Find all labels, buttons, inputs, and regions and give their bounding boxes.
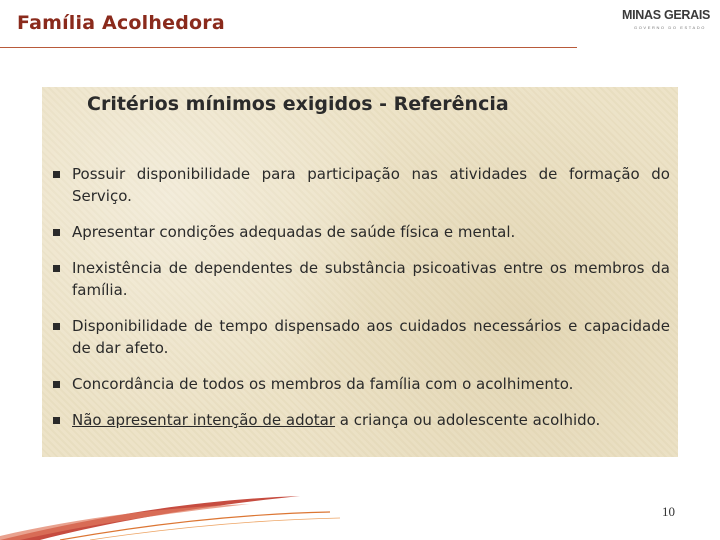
criterion-text: Possuir disponibilidade para participação nas atividades de formação do Serviço.	[72, 165, 670, 205]
bullet-square-icon	[53, 323, 60, 330]
bullet-square-icon	[53, 417, 60, 424]
page-title: Família Acolhedora	[17, 12, 225, 34]
page-number: 10	[662, 504, 675, 519]
decorative-swoosh	[0, 478, 720, 540]
list-item	[50, 163, 670, 207]
bullet-square-icon	[53, 229, 60, 236]
list-item	[50, 373, 670, 395]
criterion-underlined-text: Não apresentar intenção de adotar	[72, 411, 336, 429]
panel-title: Critérios mínimos exigidos - Referência	[87, 93, 509, 115]
logo-subtext: GOVERNO DO ESTADO	[634, 25, 707, 30]
list-item	[50, 315, 670, 359]
criterion-text: Disponibilidade de tempo dispensado aos cuidados necessários e capacidade de dar afeto.	[72, 317, 670, 357]
bullet-square-icon	[53, 171, 60, 178]
bullet-square-icon	[53, 381, 60, 388]
criteria-list	[50, 163, 670, 445]
list-item	[50, 221, 670, 243]
header-divider	[0, 47, 577, 48]
criterion-text: a criança ou adolescente acolhido.	[335, 411, 601, 429]
list-item	[50, 409, 670, 431]
criterion-text: Inexistência de dependentes de substância psicoativas entre os membros da família.	[72, 259, 670, 299]
list-item	[50, 257, 670, 301]
minas-gerais-logo	[622, 6, 714, 36]
criterion-text: Apresentar condições adequadas de saúde física e mental.	[72, 223, 516, 241]
bullet-square-icon	[53, 265, 60, 272]
criterion-text: Concordância de todos os membros da família com o acolhimento.	[72, 375, 574, 393]
logo-text: MINAS GERAIS	[622, 8, 711, 22]
